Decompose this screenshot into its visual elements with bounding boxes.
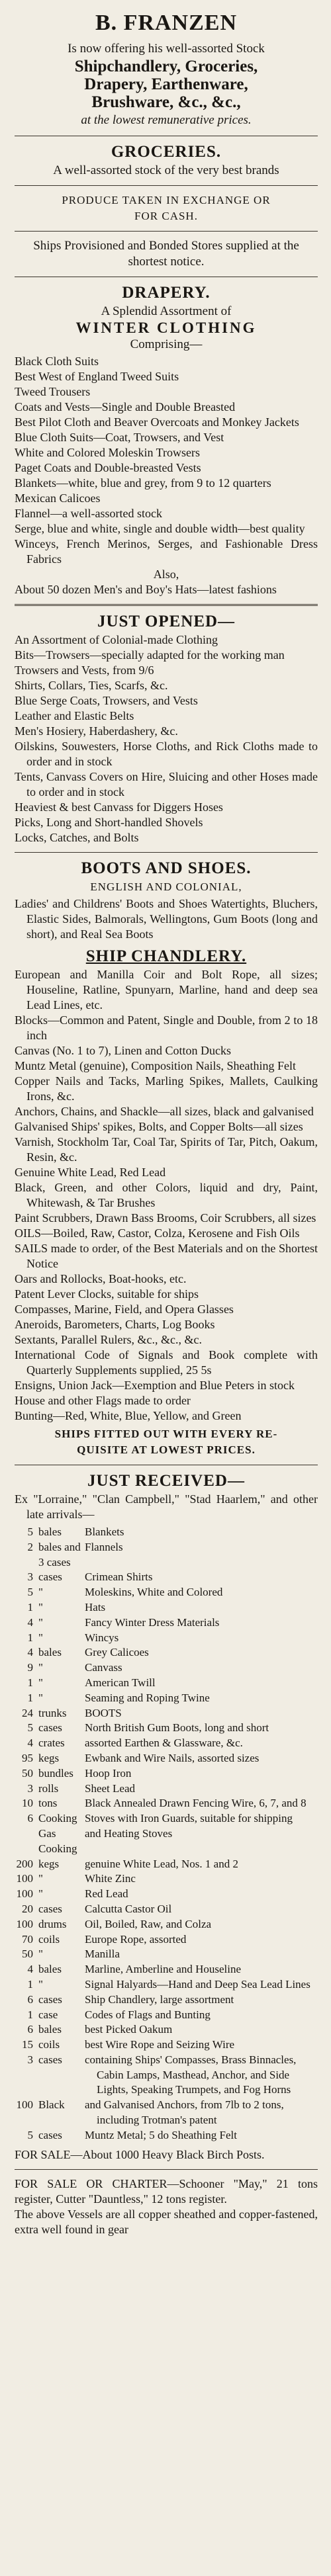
qty-cell: 5 bbox=[27, 1586, 33, 1599]
list-item: Bits—Trowsers—specially adapted for the working man bbox=[15, 648, 285, 662]
table-row bbox=[15, 1917, 318, 1932]
item-cell: genuine White Lead, Nos. 1 and 2 bbox=[85, 1857, 238, 1870]
list-item: Blue Cloth Suits—Coat, Trowsers, and Vest bbox=[15, 431, 224, 444]
item-cell: Wincys bbox=[85, 1631, 119, 1644]
table-row bbox=[15, 1887, 318, 1902]
table-row bbox=[15, 1977, 318, 1993]
table-row bbox=[15, 1631, 318, 1646]
list-item: Tents, Canvass Covers on Hire, Sluicing and other Hoses made to order and in stock bbox=[15, 770, 318, 798]
unit-cell: cases bbox=[38, 1721, 62, 1735]
item-cell: Stoves with Iron Guards, suitable for shipping bbox=[85, 1812, 293, 1825]
list-item: Oilskins, Souwesters, Horse Cloths, and Rick Cloths made to order and in stock bbox=[15, 740, 318, 768]
boots-list bbox=[15, 896, 318, 942]
just-received-heading: JUST RECEIVED— bbox=[87, 1472, 245, 1490]
unit-cell: Black bbox=[38, 2098, 65, 2112]
table-row bbox=[15, 1615, 318, 1631]
list-item: Tweed Trousers bbox=[15, 385, 91, 398]
item-cell: Red Lead bbox=[85, 1887, 128, 1901]
unit-cell: cases bbox=[38, 1993, 62, 2006]
table-row bbox=[15, 2128, 318, 2143]
intro-line: Drapery, Earthenware, bbox=[84, 75, 248, 93]
divider bbox=[15, 604, 318, 606]
qty-cell: 3 bbox=[27, 2053, 33, 2066]
unit-cell: cases bbox=[38, 1570, 62, 1584]
unit-cell: coils bbox=[38, 1932, 60, 1946]
list-item: Also, bbox=[153, 568, 179, 581]
list-item: Copper Nails and Tacks, Marling Spikes, Mallets, Caulking Irons, &c. bbox=[15, 1074, 318, 1103]
table-row bbox=[15, 2098, 318, 2128]
unit-cell: " bbox=[38, 1977, 43, 1991]
qty-cell: 4 bbox=[27, 1615, 33, 1629]
item-cell: Ship Chandlery, large assortment bbox=[85, 1993, 234, 2006]
list-item: Blue Serge Coats, Trowsers, and Vests bbox=[15, 694, 198, 707]
list-item: Oars and Rollocks, Boat-hooks, etc. bbox=[15, 1272, 187, 1285]
just-opened-heading: JUST OPENED— bbox=[97, 613, 236, 630]
unit-cell: case bbox=[38, 2008, 58, 2021]
qty-cell: 200 bbox=[16, 1857, 33, 1870]
list-item: Leather and Elastic Belts bbox=[15, 709, 134, 722]
table-row bbox=[15, 1857, 318, 1872]
item-cell: White Zinc bbox=[85, 1872, 136, 1885]
item-cell: Sheet Lead bbox=[85, 1782, 135, 1795]
list-item: International Code of Signals and Book complete with Quarterly Supplements supplied, 25 5s bbox=[15, 1348, 318, 1377]
table-row bbox=[15, 1796, 318, 1811]
item-cell: Canvass bbox=[85, 1661, 122, 1674]
item-cell: Signal Halyards—Hand and Deep Sea Lead Lines bbox=[85, 1977, 310, 1991]
unit-cell: kegs bbox=[38, 1857, 60, 1870]
item-cell: Seaming and Roping Twine bbox=[85, 1691, 210, 1704]
qty-cell bbox=[15, 1826, 38, 1857]
table-row bbox=[15, 1585, 318, 1600]
qty-cell: 6 bbox=[27, 1993, 33, 2006]
produce-line: FOR CASH. bbox=[134, 210, 198, 222]
unit-cell: " bbox=[38, 1691, 43, 1704]
item-cell: Flannels bbox=[85, 1540, 123, 1553]
table-row bbox=[15, 1993, 318, 2008]
item-cell: best Wire Rope and Seizing Wire bbox=[85, 2038, 235, 2051]
unit-cell: cases bbox=[38, 2053, 62, 2066]
unit-cell: rolls bbox=[38, 1782, 59, 1795]
qty-cell: 95 bbox=[22, 1751, 33, 1764]
list-item: Patent Lever Clocks, suitable for ships bbox=[15, 1287, 199, 1301]
boots-sub: ENGLISH AND COLONIAL, bbox=[90, 880, 242, 893]
table-row bbox=[15, 1721, 318, 1736]
list-item: Genuine White Lead, Red Lead bbox=[15, 1166, 166, 1179]
qty-cell: 50 bbox=[22, 1766, 33, 1780]
item-cell: Grey Calicoes bbox=[85, 1646, 149, 1659]
qty-cell: 5 bbox=[27, 1721, 33, 1735]
unit-cell: crates bbox=[38, 1737, 65, 1750]
list-item: Black Cloth Suits bbox=[15, 355, 99, 368]
unit-cell: trunks bbox=[38, 1706, 67, 1719]
divider bbox=[15, 185, 318, 186]
unit-cell: bales and 3 cases bbox=[38, 1540, 81, 1568]
unit-cell: " bbox=[38, 1631, 43, 1644]
unit-cell: " bbox=[38, 1872, 43, 1885]
table-row bbox=[15, 1736, 318, 1751]
qty-cell: 1 bbox=[27, 1977, 33, 1991]
item-cell: and Galvanised Anchors, from 7lb to 2 tons, including Trotman's patent bbox=[85, 2098, 284, 2127]
qty-cell: 1 bbox=[27, 1676, 33, 1689]
list-item: About 50 dozen Men's and Boy's Hats—latest fashions bbox=[15, 583, 277, 596]
received-table bbox=[15, 1525, 318, 2143]
item-cell: American Twill bbox=[85, 1676, 156, 1689]
item-cell: and Heating Stoves bbox=[85, 1826, 173, 1840]
list-item: OILS—Boiled, Raw, Castor, Colza, Kerosene and Fish Oils bbox=[15, 1226, 300, 1240]
table-row bbox=[15, 1540, 318, 1570]
table-row bbox=[15, 1932, 318, 1948]
ships-fitted-line: SHIPS FITTED OUT WITH EVERY RE- bbox=[54, 1428, 278, 1440]
unit-cell: drums bbox=[38, 1917, 67, 1930]
list-item: Heaviest & best Canvass for Diggers Hoses bbox=[15, 800, 223, 814]
advertiser-name: B. FRANZEN bbox=[95, 11, 238, 35]
table-row bbox=[15, 1600, 318, 1615]
list-item: Bunting—Red, White, Blue, Yellow, and Green bbox=[15, 1409, 242, 1422]
list-item: Anchors, Chains, and Shackle—all sizes, black and galvanised bbox=[15, 1105, 314, 1118]
list-item: Sextants, Parallel Rulers, &c., &c., &c. bbox=[15, 1333, 202, 1346]
qty-cell: 6 bbox=[27, 1812, 33, 1825]
divider bbox=[15, 231, 318, 232]
qty-cell: 100 bbox=[16, 2098, 33, 2112]
item-cell: Ewbank and Wire Nails, assorted sizes bbox=[85, 1751, 260, 1764]
list-item: Blocks—Common and Patent, Single and Double, from 2 to 18 inch bbox=[15, 1013, 318, 1042]
qty-cell: 4 bbox=[27, 1963, 33, 1976]
list-item: Picks, Long and Short-handled Shovels bbox=[15, 816, 203, 829]
unit-cell: Gas Cooking bbox=[38, 1826, 77, 1855]
table-row bbox=[15, 1676, 318, 1691]
list-item: Mexican Calicoes bbox=[15, 492, 101, 505]
qty-cell: 1 bbox=[27, 1691, 33, 1704]
list-item: Compasses, Marine, Field, and Opera Glasses bbox=[15, 1303, 234, 1316]
qty-cell: 5 bbox=[27, 2128, 33, 2141]
qty-cell: 100 bbox=[16, 1917, 33, 1930]
unit-cell: " bbox=[38, 1948, 43, 1961]
ship-chandlery-list bbox=[15, 967, 318, 1424]
intro-block bbox=[15, 40, 318, 129]
item-cell: Blankets bbox=[85, 1525, 124, 1538]
ship-chandlery-heading: SHIP CHANDLERY. bbox=[85, 947, 247, 965]
unit-cell: coils bbox=[38, 2038, 60, 2051]
received-table-body bbox=[15, 1525, 318, 2143]
item-cell: Muntz Metal; 5 do Sheathing Felt bbox=[85, 2128, 237, 2141]
qty-cell: 100 bbox=[16, 1872, 33, 1885]
table-row bbox=[15, 1691, 318, 1706]
item-cell: Marline, Amberline and Houseline bbox=[85, 1963, 242, 1976]
item-cell: Europe Rope, assorted bbox=[85, 1932, 187, 1946]
list-item: An Assortment of Colonial-made Clothing bbox=[15, 633, 218, 646]
table-row bbox=[15, 2038, 318, 2053]
table-row bbox=[15, 1660, 318, 1676]
groceries-heading: GROCERIES. bbox=[111, 143, 222, 161]
item-cell: best Picked Oakum bbox=[85, 2023, 173, 2036]
qty-cell: 15 bbox=[22, 2038, 33, 2051]
item-cell: Moleskins, White and Colored bbox=[85, 1586, 223, 1599]
qty-cell: 1 bbox=[27, 2008, 33, 2021]
list-item: Shirts, Collars, Ties, Scarfs, &c. bbox=[15, 679, 168, 692]
list-item: Muntz Metal (genuine), Composition Nails, Sheathing Felt bbox=[15, 1059, 296, 1072]
qty-cell: 1 bbox=[27, 1631, 33, 1644]
item-cell: containing Ships' Compasses, Brass Binnacles, Cabin Lamps, Masthead, Anchor, and Side Lights, Speaking Trumpets, and Fog Horns bbox=[85, 2053, 297, 2096]
list-item: Trowsers and Vests, from 9/6 bbox=[15, 664, 154, 677]
for-sale-posts: FOR SALE—About 1000 Heavy Black Birch Posts. bbox=[15, 2147, 265, 2161]
ships-fitted-line: QUISITE AT LOWEST PRICES. bbox=[77, 1443, 256, 1456]
unit-cell: cases bbox=[38, 2128, 62, 2141]
unit-cell: " bbox=[38, 1615, 43, 1629]
produce-line: PRODUCE TAKEN IN EXCHANGE OR bbox=[62, 194, 271, 206]
winter-clothing-heading: WINTER CLOTHING bbox=[75, 320, 257, 336]
qty-cell: 3 bbox=[27, 1782, 33, 1795]
unit-cell: tons bbox=[38, 1797, 58, 1810]
qty-cell: 20 bbox=[22, 1902, 33, 1915]
table-row bbox=[15, 1826, 318, 1857]
list-item: SAILS made to order, of the Best Materials and on the Shortest Notice bbox=[15, 1242, 318, 1270]
drapery-splendid: A Splendid Assortment of bbox=[101, 304, 232, 318]
unit-cell: " bbox=[38, 1600, 43, 1613]
list-item: White and Colored Moleskin Trowsers bbox=[15, 446, 200, 459]
item-cell: Oil, Boiled, Raw, and Colza bbox=[85, 1917, 212, 1930]
qty-cell: 6 bbox=[27, 2023, 33, 2036]
drapery-comprising: Comprising— bbox=[130, 337, 203, 351]
item-cell: Fancy Winter Dress Materials bbox=[85, 1615, 220, 1629]
item-cell: Hats bbox=[85, 1600, 106, 1613]
intro-line: Shipchandlery, Groceries, bbox=[74, 58, 258, 75]
drapery-heading: DRAPERY. bbox=[122, 284, 211, 302]
list-item: Galvanised Ships' spikes, Bolts, and Copper Bolts—all sizes bbox=[15, 1120, 303, 1133]
unit-cell: bundles bbox=[38, 1766, 73, 1780]
qty-cell: 4 bbox=[27, 1646, 33, 1659]
divider bbox=[15, 2169, 318, 2170]
unit-cell: bales bbox=[38, 2023, 62, 2036]
table-row bbox=[15, 1751, 318, 1766]
list-item: Winceys, French Merinos, Serges, and Fashionable Dress Fabrics bbox=[15, 537, 318, 566]
item-cell: Hoop Iron bbox=[85, 1766, 132, 1780]
list-item: House and other Flags made to order bbox=[15, 1394, 191, 1407]
charter-text: FOR SALE OR CHARTER—Schooner "May," 21 tons register, Cutter "Dauntless," 12 tons register. bbox=[15, 2176, 318, 2206]
list-item: Paint Scrubbers, Drawn Bass Brooms, Coir Scrubbers, all sizes bbox=[15, 1211, 316, 1224]
qty-cell: 24 bbox=[22, 1706, 33, 1719]
qty-cell: 5 bbox=[27, 1525, 33, 1538]
table-row bbox=[15, 1902, 318, 1917]
list-item: Men's Hosiery, Haberdashery, &c. bbox=[15, 724, 178, 738]
item-cell: assorted Earthen & Glassware, &c. bbox=[85, 1737, 243, 1750]
list-item: European and Manilla Coir and Bolt Rope, all sizes; Houseline, Ratline, Spunyarn, Marline, hand and deep sea Lead Lines, etc. bbox=[15, 968, 318, 1011]
qty-cell: 9 bbox=[27, 1661, 33, 1674]
just-opened-list bbox=[15, 632, 318, 845]
arrivals-list bbox=[15, 1492, 318, 1522]
unit-cell: bales bbox=[38, 1963, 62, 1976]
qty-cell: 1 bbox=[27, 1600, 33, 1613]
item-cell: Black Annealed Drawn Fencing Wire, 6, 7, and 8 bbox=[85, 1797, 307, 1810]
item-cell: Crimean Shirts bbox=[85, 1570, 153, 1584]
table-row bbox=[15, 2008, 318, 2023]
qty-cell: 70 bbox=[22, 1932, 33, 1946]
qty-cell: 2 bbox=[27, 1540, 33, 1553]
list-item: Canvas (No. 1 to 7), Linen and Cotton Ducks bbox=[15, 1044, 231, 1057]
table-row bbox=[15, 1947, 318, 1962]
unit-cell: " bbox=[38, 1676, 43, 1689]
table-row bbox=[15, 1570, 318, 1585]
list-item: Ladies' and Childrens' Boots and Shoes Watertights, Bluchers, Elastic Sides, Balmorals, Wellingtons, Gum Boots (long and short), and Real Sea Boots bbox=[15, 897, 318, 941]
qty-cell: 3 bbox=[27, 1570, 33, 1584]
unit-cell: bales bbox=[38, 1525, 62, 1538]
qty-cell: 10 bbox=[22, 1797, 33, 1810]
unit-cell: cases bbox=[38, 1902, 62, 1915]
table-row bbox=[15, 1962, 318, 1977]
unit-cell: " bbox=[38, 1887, 43, 1901]
list-item: Serge, blue and white, single and double width—best quality bbox=[15, 522, 305, 535]
table-row bbox=[15, 1645, 318, 1660]
table-row bbox=[15, 1525, 318, 1540]
list-item: Blankets—white, blue and grey, from 9 to 12 quarters bbox=[15, 476, 271, 490]
list-item: Varnish, Stockholm Tar, Coal Tar, Spirits of Tar, Pitch, Oakum, Resin, &c. bbox=[15, 1135, 318, 1164]
table-row bbox=[15, 2053, 318, 2098]
divider bbox=[15, 852, 318, 853]
item-cell: BOOTS bbox=[85, 1706, 122, 1719]
table-row bbox=[15, 1871, 318, 1887]
list-item: Locks, Catches, and Bolts bbox=[15, 831, 139, 844]
unit-cell: bales bbox=[38, 1646, 62, 1659]
list-item: Best Pilot Cloth and Beaver Overcoats and Monkey Jackets bbox=[15, 415, 299, 429]
drapery-list bbox=[15, 354, 318, 597]
item-cell: Codes of Flags and Bunting bbox=[85, 2008, 211, 2021]
qty-cell: 100 bbox=[16, 1887, 33, 1901]
list-item: Best West of England Tweed Suits bbox=[15, 370, 179, 383]
intro-line: at the lowest remunerative prices. bbox=[81, 113, 252, 127]
item-cell: Manilla bbox=[85, 1948, 120, 1961]
boots-heading: BOOTS AND SHOES. bbox=[81, 859, 252, 877]
list-item: Aneroids, Barometers, Charts, Log Books bbox=[15, 1318, 215, 1331]
intro-line: Is now offering his well-assorted Stock bbox=[68, 42, 265, 56]
unit-cell: Cooking bbox=[38, 1812, 77, 1825]
groceries-desc: A well-assorted stock of the very best brands bbox=[53, 163, 279, 177]
item-cell: North British Gum Boots, long and short bbox=[85, 1721, 269, 1735]
table-row bbox=[15, 2022, 318, 2038]
list-item: Black, Green, and other Colors, liquid and dry, Paint, Whitewash, & Tar Brushes bbox=[15, 1181, 318, 1209]
unit-cell: " bbox=[38, 1586, 43, 1599]
list-item: Coats and Vests—Single and Double Breasted bbox=[15, 400, 236, 413]
qty-cell: 50 bbox=[22, 1948, 33, 1961]
list-item: Ex "Lorraine," "Clan Campbell," "Stad Haarlem," and other late arrivals— bbox=[15, 1492, 318, 1521]
item-cell: Calcutta Castor Oil bbox=[85, 1902, 172, 1915]
list-item: Paget Coats and Double-breasted Vests bbox=[15, 461, 201, 474]
qty-cell: 4 bbox=[27, 1737, 33, 1750]
list-item: Flannel—a well-assorted stock bbox=[15, 507, 162, 520]
unit-cell: kegs bbox=[38, 1751, 60, 1764]
intro-line: Brushware, &c., &c., bbox=[91, 93, 241, 111]
unit-cell: " bbox=[38, 1661, 43, 1674]
table-row bbox=[15, 1811, 318, 1826]
table-row bbox=[15, 1766, 318, 1782]
table-row bbox=[15, 1706, 318, 1721]
ships-provisioned-text: Ships Provisioned and Bonded Stores supplied at the shortest notice. bbox=[33, 239, 299, 269]
table-row bbox=[15, 1782, 318, 1797]
list-item: Ensigns, Union Jack—Exemption and Blue Peters in stock bbox=[15, 1379, 295, 1392]
charter-text-2: The above Vessels are all copper sheathed and copper-fastened, extra well found in gear bbox=[15, 2207, 318, 2236]
